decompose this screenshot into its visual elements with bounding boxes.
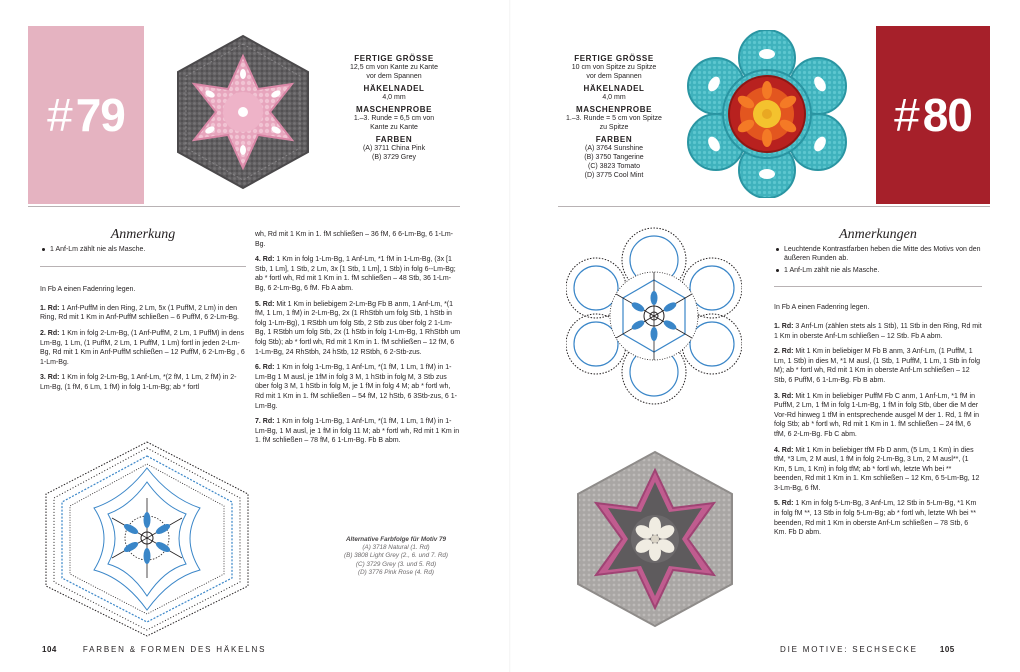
round-text: 1 Km in folg 1-Lm-Bg, 1 Anf-Lm, *(1 fM, 1 Lm, 1 fM) in 1-Lm-Bg, 1 M ausl, je 1 fM in folg 11 M; ab * fortl wh, Rd mit 1 Km in 1. fM schließen – 78 fM, 6 1-Lm-Bg. Fb B abm. [255,418,460,445]
spec-heading-colors: FARBEN [375,135,413,144]
round-label: 1. Rd: [774,322,794,330]
note-rule [774,286,982,287]
spec-line: (B) 3729 Grey [372,154,416,161]
alt-line: (D) 3776 Pink Rose (4. Rd) [358,568,434,576]
spec-line: zu Spitze [599,124,629,131]
note-heading: Anmerkungen [839,227,917,242]
footer-left [42,645,266,654]
motif-80-column [774,227,982,544]
alt-line: (A) 3718 Natural (1. Rd) [362,544,430,552]
spec-heading-gauge: MASCHENPROBE [355,105,433,114]
motif-79-number [47,88,125,142]
round-4 [774,446,982,494]
round-label: 5. Rd: [255,300,275,308]
note-item: 1 Anf-Lm zählt nie als Masche. [774,266,982,276]
round-label: 2. Rd: [774,348,794,356]
round-text: 1 Km in folg 2-Lm-Bg, 1 Anf-Lm, *(2 fM, 1 Lm, 2 fM) in 2-Lm-Bg, (1 fM, 6 Lm, 1 fM) in folg 1-Lm-Bg; ab * fortl [40,374,237,391]
spec-line: 1.–3. Runde = 6,5 cm von [353,115,435,122]
intro-text: In Fb A einen Fadenring legen. [774,304,870,312]
spec-line: vor dem Spannen [366,73,422,80]
round-2 [774,347,982,385]
motif-80-number-block [876,26,990,204]
footer-right [780,645,955,654]
spec-heading-size: FERTIGE GRÖSSE [354,54,434,63]
spec-line: 10 cm von Spitze zu Spitze [571,64,657,71]
alt-title: Alternative Farbfolge für Motiv 79 [345,536,447,543]
round-text: 1 Km in folg 5-Lm-Bg, 3 Anf-Lm, 12 Stb in 5-Lm-Bg, *1 Km in folg fM **, 13 Stb in folg 5-Lm-Bg; ab * fortl wh, letzte Wh bei ** beenden, Rd mit 1 Km in oberste Anf-Lm schließen – 78 Stb, 6 Km. Fb D abm. [774,500,977,537]
spec-line: (C) 3823 Tomato [587,163,640,170]
motif-79-number-block [28,26,144,204]
round-5 [774,499,982,537]
alt-line: (B) 3808 Light Grey (2., 6. und 7. Rd) [344,552,448,560]
alt-line: (C) 3729 Grey (3. und 5. Rd) [355,560,437,568]
round-label: 5. Rd: [774,500,794,508]
spec-line: (A) 3711 China Pink [362,145,426,152]
round-label: 4. Rd: [774,446,794,454]
spec-heading-colors: FARBEN [595,135,633,144]
running-title: FARBEN & FORMEN DES HÄKELNS [82,645,267,654]
round-text: 3 Anf-Lm (zählen stets als 1 Stb), 11 Stb in den Ring, Rd mit 1 Km in oberste Anf-Lm schließen – 12 Stb. Fb A abm. [774,322,982,340]
motif-79-column-2 [255,230,461,452]
spec-line: vor dem Spannen [586,73,642,80]
spec-line: 4,0 mm [602,94,626,101]
spec-heading-hook: HÄKELNADEL [583,84,645,93]
spec-heading-hook: HÄKELNADEL [363,84,425,93]
spec-line: (B) 3750 Tangerine [584,154,644,161]
page-number: 104 [42,645,57,654]
page-105 [510,0,1020,672]
motif-79-photo [168,32,318,192]
note-rule [40,266,246,267]
page-number: 105 [939,645,955,654]
motif-80-specs [554,54,674,180]
round-text: Mit 1 Km in beliebiger M Fb B anm, 3 Anf-Lm, (1 PuffM, 1 Lm, 1 Stb) in dies M, *1 M ausl, (1 Stb, 1 PuffM, 1 Lm, 1 Stb in folg M); ab * fortl wh, Rd mit 1 Km in oberste Anf-Lm schließen – 12 Stb, 6 PuffM, 6 1-Lm-Bg. Fb B abm. [774,348,981,384]
note-item: Leuchtende Kontrastfarben heben die Mitte des Motivs von den äußeren Runden ab. [774,245,982,264]
round-text: 1 Anf-PuffM in den Ring, 2 Lm, 5x (1 PuffM, 2 Lm) in den Ring, Rd mit 1 Km in Anf-PuffM schließen – 6 PuffM, 6 2-Lm-Bg. [40,304,239,322]
motif-80-photo [682,30,852,198]
top-rule [28,206,460,207]
hash-symbol: # [47,89,72,141]
motif-80-number [894,88,972,142]
spec-line: (A) 3764 Sunshine [585,145,643,152]
round-label: 7. Rd: [255,418,275,426]
round-4 [255,255,461,293]
motif-79-crochet-chart [40,438,254,638]
round-label: 6. Rd: [255,364,275,372]
round-label: 2. Rd: [40,329,60,337]
round-3-continued: wh, Rd mit 1 Km in 1. fM schließen – 36 fM, 6 6-Lm-Bg, 6 1-Lm-Bg. [255,231,454,248]
round-label: 3. Rd: [40,374,60,382]
round-2 [40,329,246,367]
motif-79-specs [334,54,454,162]
motif-79-alternative-photo [572,448,738,630]
spec-line: (D) 3775 Cool Mint [584,172,644,179]
round-text: 1 Km in folg 1-Lm-Bg, 1 Anf-Lm, *1 fM in 1-Lm-Bg, (3x [1 Stb, 1 Lm], 1 Stb, 2 Lm, 3x [1 Stb, 1 Lm], 1 Stb) in folg 6--Lm-Bg; ab * fortl wh, Rd mit 1 Km in 1. fM schließen – 48 Stb, 36 1-Lm-Bg, 6 2-Lm-Bg, 6 fM. Fb A abm. [255,256,456,292]
note-item: 1 Anf-Lm zählt nie als Masche. [40,245,246,255]
round-text: 1 Km in folg 1-Lm-Bg, 1 Anf-Lm, *(1 fM, 1 Lm, 1 fM) in 1-Lm-Bg 1 M ausl, je 1fM in folg 3 M, 1 hStb in folg M, 3 Stb zus über folg 3 M, 1 hStb in folg M, je 1 fM in folg 4 M; ab * fortl wh, Rd mit 1 Km in 1. fM schließen – 54 fM, 12 hStb, 6 3Stb-zus, 6 1-Lm-Bg. [255,364,457,410]
note-heading: Anmerkung [110,227,176,242]
intro-text: In Fb A einen Fadenring legen. [40,286,136,294]
spec-line: 12,5 cm von Kante zu Kante [350,64,438,71]
round-1 [40,304,246,323]
round-3 [40,373,246,392]
alternative-colorway [326,536,466,577]
running-title: DIE MOTIVE: SECHSECKE [780,645,918,654]
hash-symbol: # [894,89,919,141]
top-rule [558,206,990,207]
spec-heading-size: FERTIGE GRÖSSE [574,54,654,63]
spec-line: Kante zu Kante [370,124,418,131]
round-text: 1 Km in folg 2-Lm-Bg, (1 Anf-PuffM, 2 Lm, 1 PuffM) in dens Lm-Bg, 1 Lm, (1 PuffM, 2 Lm, 1 PuffM, 1 Lm) fortl in jeden 2-Lm-Bg, Rd mit 1 Km in Anf-PuffM schließen – 12 PuffM, 6 2-Lm-Bg , 6 1-Lm-Bg. [40,329,245,366]
spec-line: 4,0 mm [382,94,406,101]
round-text: Mit 1 Km in beliebiger PuffM Fb C anm, 1 Anf-Lm, *1 fM in PuffM, 2 Lm, 1 fM in folg 1-Lm-Bg, 1 fM in folg Stb, über die M der Vor-Rd hinweg 1 tfM in entsprechende ausgel M der 1. Rd, 1 fM in folg Stb; ab * fortl wh, Rd mit 1 Km in 1. fM schließen – 24 fM, 6 tfM, 6 2-Lm-Bg. Fb C abm. [774,392,980,438]
round-text: Mit 1 Km in beliebiger tfM Fb D anm, (5 Lm, 1 Km) in dies tfM, *3 Lm, 2 M ausl, 1 fM in folg 2-Lm-Bg, 3 Lm, 2 M ausl**, (1 Km, 5 Lm, 1 Km) in folg tfM; ab * fortl wh, letzte Wh bei ** beenden, Rd mit 1 Km in 1. Km schließen – 12 Km, 6 5-Lm-Bg, 12 3-Lm-Bg, 6 fM. [774,446,980,492]
motif-number: 80 [922,89,972,141]
motif-79-column-1 [40,227,246,399]
round-7 [255,417,461,446]
round-text: Mit 1 Km in beliebigem 2-Lm-Bg Fb B anm, 1 Anf-Lm, *(1 fM, 1 Lm, 1 fM) in 2-Lm-Bg, 2x (1 RhStbh um folg Stb, 1 hStb in folg 1-Lm-Bg), 1 RStbh um folg Stb, 2 Stb zus über folg 2 1-Lm-Bg, 1 RStbh um folg Stb, 2x (1 hStb in folg 1-Lm-Bg, 1 RhStbh um folg Stb); ab * fortl wh, Rd mit 1 Km in 1. fM schließen – 12 fM, 6 1-Lm-Bg, 24 RhStbh, 24 hStb, 12 RStbh, 6 2-Stb-zus. [255,300,461,356]
round-6 [255,363,461,411]
round-3 [774,392,982,440]
round-label: 3. Rd: [774,392,794,400]
round-label: 1. Rd: [40,304,60,312]
round-1 [774,322,982,341]
round-5 [255,300,461,358]
round-label: 4. Rd: [255,256,275,264]
motif-80-crochet-chart [566,226,742,406]
spec-line: 1.–3. Runde = 5 cm von Spitze [566,115,662,122]
spec-heading-gauge: MASCHENPROBE [575,105,653,114]
motif-number: 79 [75,89,125,141]
